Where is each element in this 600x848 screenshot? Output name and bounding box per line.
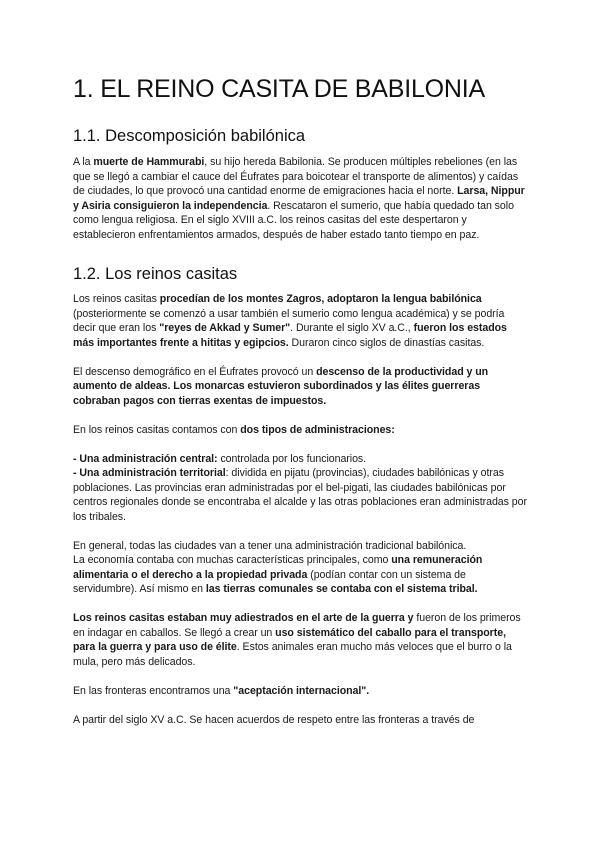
paragraph-economy: En general, todas las ciudades van a tener una administración tradicional babilónica. La economía contaba con muchas características principales, como una remuneración alimentaria o el derecho a la propiedad privada (podían contar con un sistema de servidumbre). Así mismo en las tierras comunales se contaba con el sistema tribal. (73, 539, 483, 595)
paragraph-warfare-horses: Los reinos casitas estaban muy adiestrados en el arte de la guerra y fueron de los primeros en indagar en caballos. Se llegó a crear un uso sistemático del caballo para el transporte, para la guerra y para uso de élite. Estos animales eran mucho más veloces que el burro o la mula, pero más delicados. (73, 612, 521, 668)
paragraph-borders: En las fronteras encontramos una "aceptación internacional". (73, 684, 370, 697)
document-title: 1. EL REINO CASITA DE BABILONIA (73, 75, 485, 103)
section-heading-kassite-kingdoms: 1.2. Los reinos casitas (73, 265, 238, 283)
paragraph-administration-intro: En los reinos casitas contamos con dos tipos de administraciones: (73, 423, 395, 436)
paragraph-decomposition: A la muerte de Hammurabi, su hijo hereda Babilonia. Se producen múltiples rebeliones (en las que se llegó a cambiar el cauce del Éufrates para boicotear el transporte de alimentos) y caídas de ciudades, lo que provocó una cantidad enorme de emigraciones hacia el norte. Larsa, Nippur y Asiria consiguieron la independencia. Rescataron el sumerio, que había quedado tan solo como lengua religiosa. En el siglo XVIII a.C. los reinos casitas del este despertaron y establecieron enfrentamientos armados, después de haber estado tanto tiempo en paz. (73, 156, 525, 241)
paragraph-administration-types: - Una administración central: controlada por los funcionarios. - Una administración territorial: dividida en pijatu (provincias), ciudades babilónicas y otras poblaciones. Las provincias eran administradas por el bel-pigati, las ciudades babilónicas por centros regionales donde se encontraba el alcalde y las otras poblaciones eran administradas por los tribales. (73, 452, 527, 523)
paragraph-agreements: A partir del siglo XV a.C. Se hacen acuerdos de respeto entre las fronteras a través de (73, 713, 475, 726)
section-heading-decomposition: 1.1. Descomposición babilónica (73, 127, 306, 145)
paragraph-demographics: El descenso demográfico en el Éufrates provocó un descenso de la productividad y un aumento de aldeas. Los monarcas estuvieron subordinados y las élites guerreras cobraban pagos con tierras exentas de impuestos. (73, 365, 489, 407)
paragraph-origins: Los reinos casitas procedían de los montes Zagros, adoptaron la lengua babilónica (posteriormente se comenzó a usar también el sumerio como lengua académica) y se podría decir que eran los "reyes de Akkad y Sumer". Durante el siglo XV a.C., fueron los estados más importantes frente a hititas y egipcios. Duraron cinco siglos de dinastías casitas. (73, 293, 507, 349)
